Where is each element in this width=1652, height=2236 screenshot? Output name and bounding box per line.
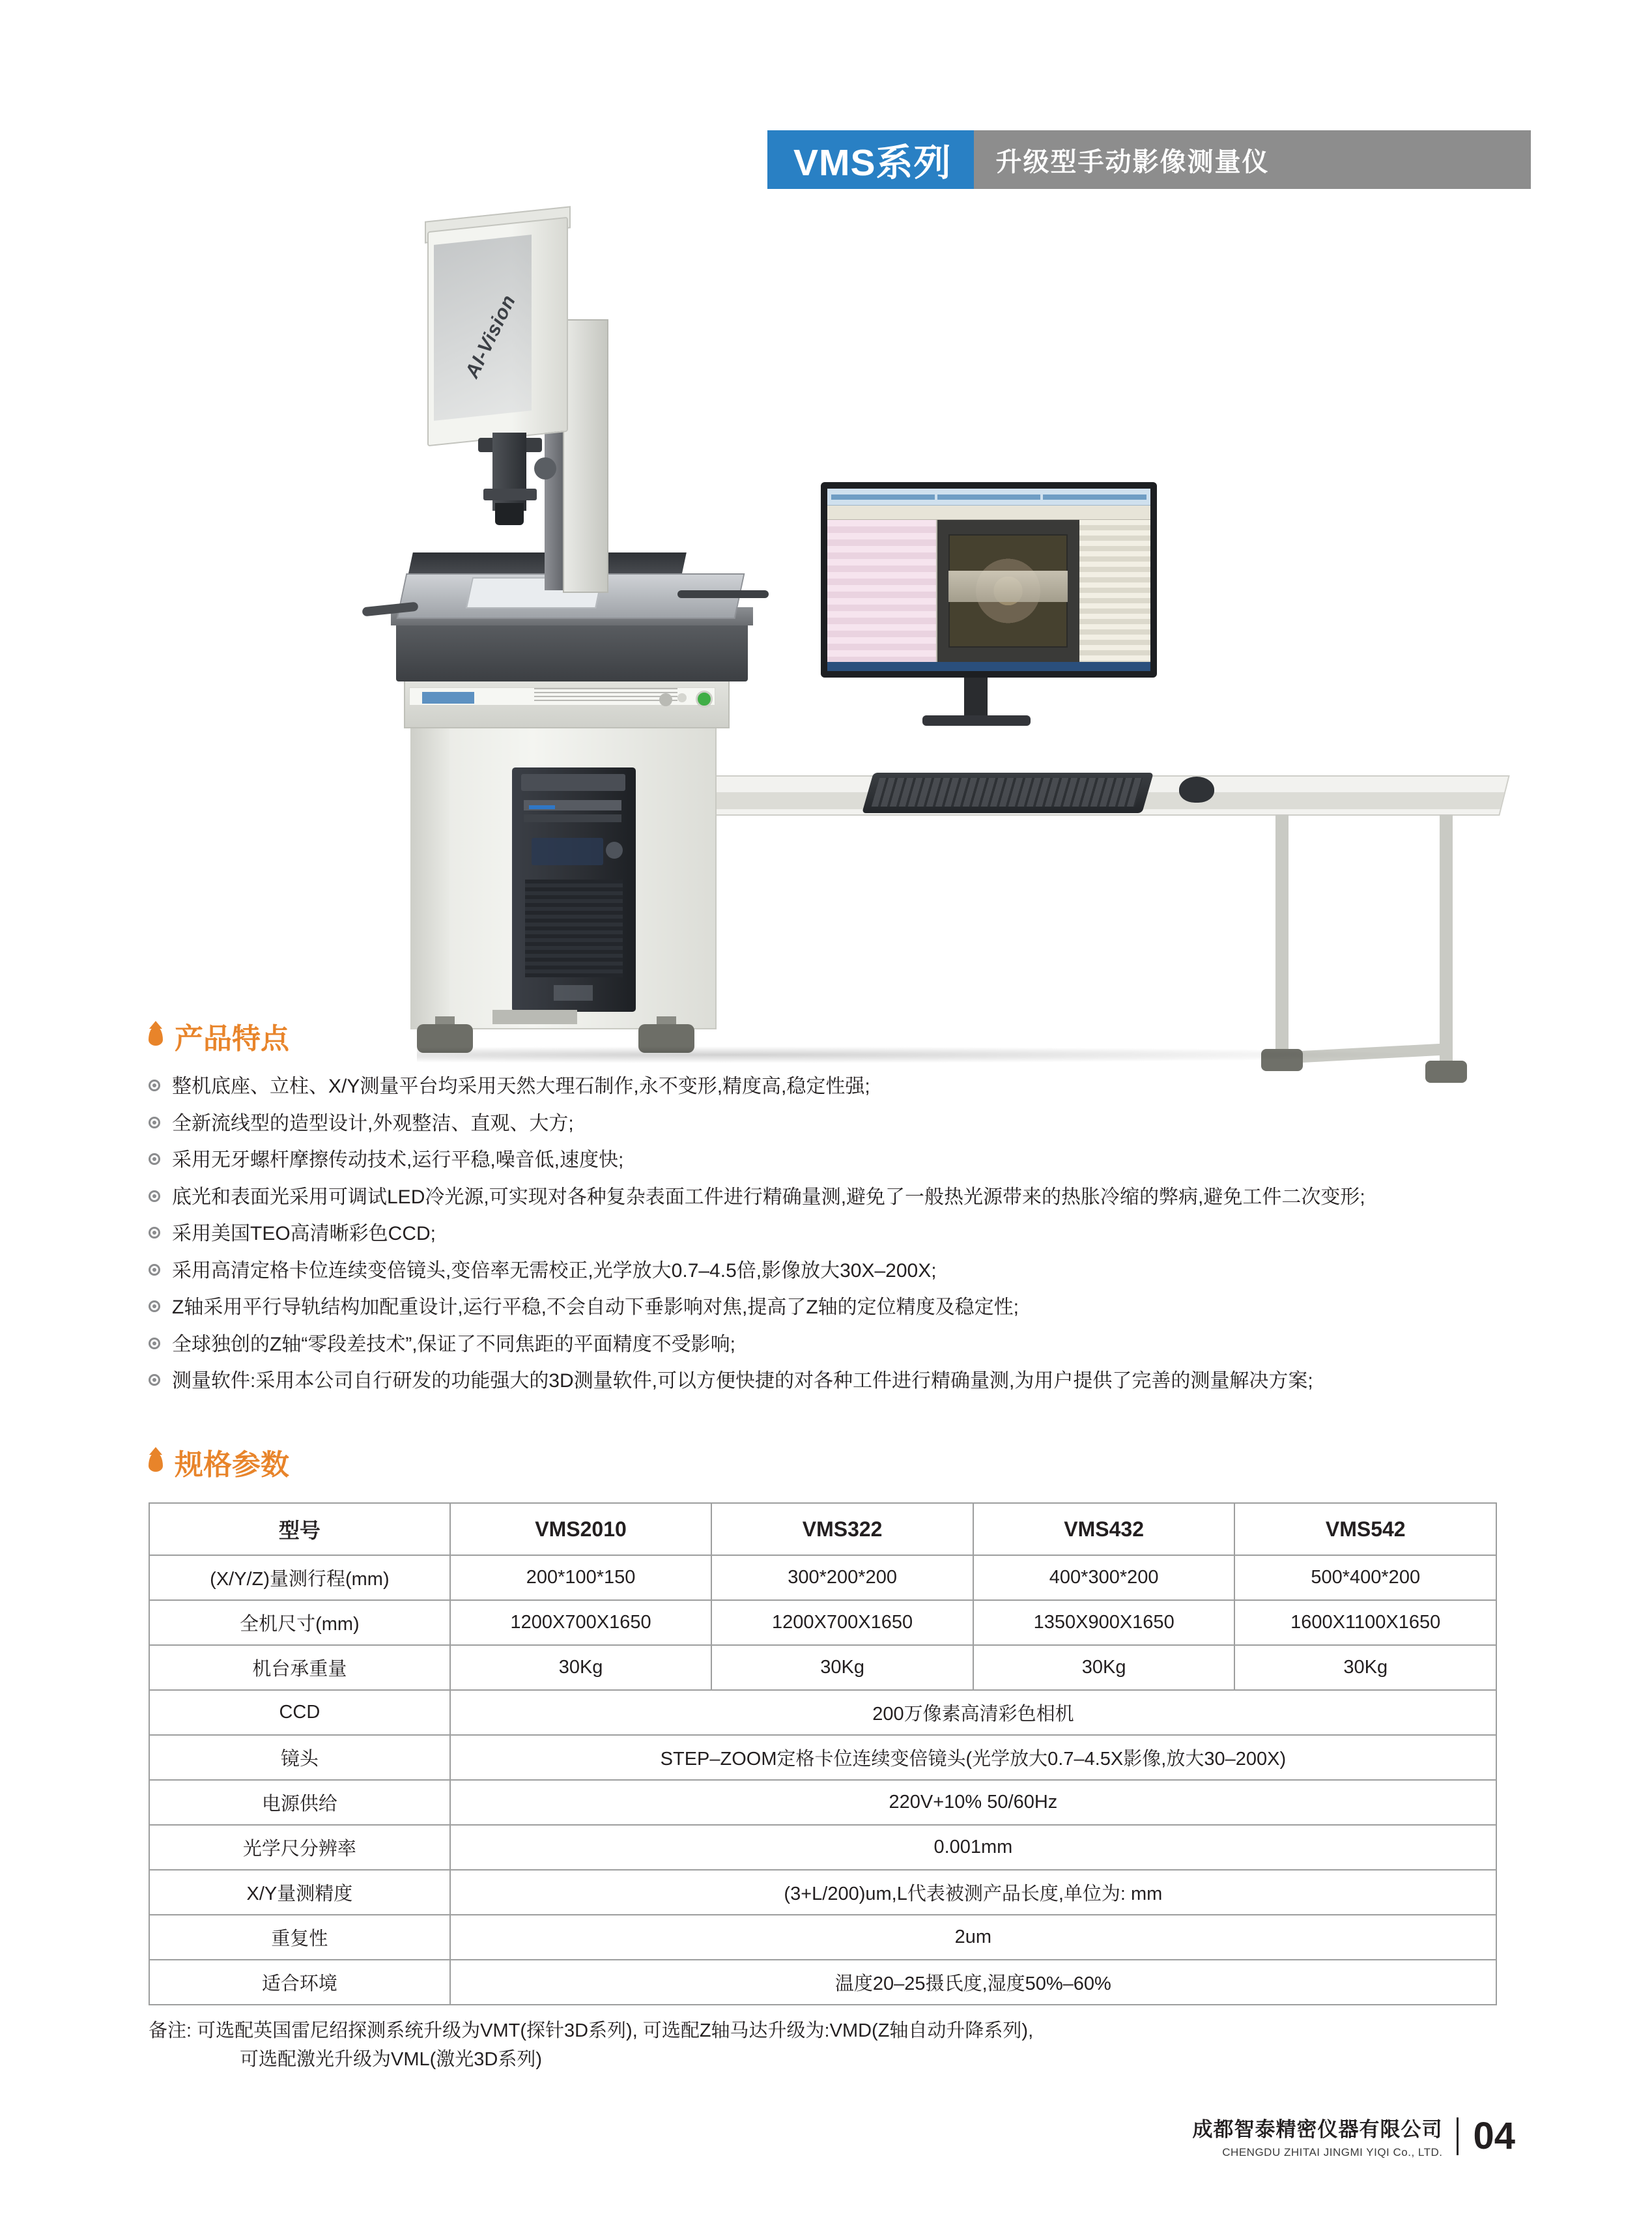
- monitor-screen: [827, 489, 1150, 671]
- tower-brand-logo: [554, 985, 593, 1001]
- cell-value-merged: STEP–ZOOM定格卡位连续变倍镜头(光学放大0.7–4.5X影像,放大30–200X): [450, 1735, 1496, 1780]
- remarks-line-2: 可选配激光升级为VML(激光3D系列): [240, 2048, 543, 2070]
- bullet-icon: [149, 1300, 160, 1312]
- column-header-vms322: VMS322: [711, 1503, 973, 1555]
- monitor-stand: [964, 678, 988, 717]
- cell-value: 1200X700X1650: [711, 1600, 973, 1645]
- features-list: [149, 1074, 1517, 1395]
- row-label: 电源供给: [149, 1780, 450, 1825]
- column-header-vms432: VMS432: [973, 1503, 1235, 1555]
- list-item: [149, 1295, 1517, 1321]
- software-left-panel-rows: [827, 520, 936, 662]
- footer-divider: [1457, 2117, 1459, 2155]
- row-label: 适合环境: [149, 1960, 450, 2005]
- feature-text: Z轴采用平行导轨结构加配重设计,运行平稳,不会自动下垂影响对焦,提高了Z轴的定位精度及稳定性;: [172, 1297, 1019, 1318]
- droplet-icon: [149, 1452, 163, 1472]
- cell-value: 300*200*200: [711, 1555, 973, 1600]
- cell-value-merged: 温度20–25摄氏度,湿度50%–60%: [450, 1960, 1496, 2005]
- bullet-icon: [149, 1153, 160, 1165]
- cell-value: 30Kg: [711, 1645, 973, 1690]
- bullet-icon: [149, 1227, 160, 1239]
- table-header-row: [149, 1503, 1496, 1555]
- machine-logo: [422, 692, 474, 704]
- cell-value: 1600X1100X1650: [1234, 1600, 1496, 1645]
- software-left-panel: [827, 520, 937, 662]
- specifications-section-header: [149, 1441, 1497, 1483]
- remarks-line-1: 备注: 可选配英国雷尼绍探测系统升级为VMT(探针3D系列), 可选配Z轴马达升级为:VMD(Z轴自动升降系列),: [149, 2020, 1034, 2041]
- panel-knob-icon: [659, 693, 672, 706]
- feature-text: 整机底座、立柱、X/Y测量平台均采用天然大理石制作,永不变形,精度高,稳定性强;: [172, 1076, 870, 1097]
- company-name-en: CHENGDU ZHITAI JINGMI YIQI Co., LTD.: [1222, 2146, 1443, 2158]
- row-label: 全机尺寸(mm): [149, 1600, 450, 1645]
- z-axis-column: [563, 319, 608, 593]
- row-label: CCD: [149, 1690, 450, 1735]
- table-row: [149, 1555, 1496, 1600]
- table-row: [149, 1600, 1496, 1645]
- machine-brand-label: AI-Vision: [461, 291, 520, 382]
- column-header-vms542: VMS542: [1234, 1503, 1496, 1555]
- feature-text: 全球独创的Z轴“零段差技术”,保证了不同焦距的平面精度不受影响;: [172, 1333, 735, 1355]
- tower-badge: [532, 838, 603, 865]
- tower-led-icon: [529, 805, 555, 809]
- granite-base: [396, 619, 748, 681]
- footer-company-block: [1192, 2113, 1442, 2159]
- table-row: [149, 1915, 1496, 1960]
- page-footer: [1192, 2113, 1515, 2159]
- cell-value-merged: 0.001mm: [450, 1825, 1496, 1870]
- bullet-icon: [149, 1374, 160, 1386]
- column-header-vms2010: VMS2010: [450, 1503, 712, 1555]
- table-row: [149, 1690, 1496, 1735]
- page-number: 04: [1473, 2115, 1515, 2157]
- cell-value: 30Kg: [973, 1645, 1235, 1690]
- software-menubar: [827, 506, 1150, 520]
- software-statusbar: [827, 662, 1150, 671]
- bullet-icon: [149, 1190, 160, 1202]
- cell-value: 1350X900X1650: [973, 1600, 1235, 1645]
- tower-top-panel: [521, 774, 625, 791]
- cell-value-merged: 2um: [450, 1915, 1496, 1960]
- table-body: [149, 1555, 1496, 2005]
- bullet-icon: [149, 1117, 160, 1128]
- row-label: 光学尺分辨率: [149, 1825, 450, 1870]
- software-workspace: [827, 520, 1150, 662]
- table-row: [149, 1645, 1496, 1690]
- machine-cabinet-shading: [410, 723, 449, 1029]
- software-right-panel: [1079, 520, 1150, 662]
- specifications-section: [149, 1441, 1497, 2074]
- column-header-model-label: 型号: [149, 1503, 450, 1555]
- series-title: VMS系列: [767, 130, 974, 189]
- features-title: 产品特点: [175, 1023, 289, 1055]
- table-row: [149, 1825, 1496, 1870]
- table-head: [149, 1503, 1496, 1555]
- list-item: [149, 1147, 1517, 1174]
- feature-text: 采用高清定格卡位连续变倍镜头,变倍率无需校正,光学放大0.7–4.5倍,影像放大30X–200X;: [172, 1259, 937, 1282]
- list-item: [149, 1332, 1517, 1358]
- panel-indicator-icon: [677, 693, 687, 702]
- lens-objective: [495, 503, 524, 525]
- row-label: X/Y量测精度: [149, 1870, 450, 1915]
- cell-value: 30Kg: [450, 1645, 712, 1690]
- row-label: 镜头: [149, 1735, 450, 1780]
- measurement-overlay: [948, 571, 1068, 602]
- keyboard-keys: [872, 778, 1143, 807]
- machine-panel-text: [534, 688, 677, 704]
- power-button-icon: [696, 691, 713, 708]
- cell-value-merged: 220V+10% 50/60Hz: [450, 1780, 1496, 1825]
- table-row: [149, 1735, 1496, 1780]
- bullet-icon: [149, 1264, 160, 1276]
- product-photo: [339, 208, 1329, 984]
- table-row: [149, 1870, 1496, 1915]
- row-label: 重复性: [149, 1915, 450, 1960]
- software-toolbar: [827, 489, 1150, 506]
- specifications-table: [149, 1502, 1497, 2005]
- zoom-adjust-knob-icon: [534, 457, 556, 480]
- cell-value-merged: (3+L/200)um,L代表被测产品长度,单位为: mm: [450, 1870, 1496, 1915]
- feature-text: 底光和表面光采用可调试LED冷光源,可实现对各种复杂表面工件进行精确量测,避免了一般热光源带来的热胀冷缩的弊病,避免工件二次变形;: [172, 1186, 1365, 1208]
- table-row: [149, 1780, 1496, 1825]
- toolbar-item-icon: [831, 494, 935, 500]
- toolbar-item-icon: [1043, 494, 1146, 500]
- bullet-icon: [149, 1338, 160, 1349]
- series-subtitle: 升级型手动影像测量仪: [974, 130, 1531, 189]
- software-video-view: [937, 520, 1079, 662]
- stage-handle-right: [677, 590, 769, 598]
- software-right-panel-rows: [1079, 520, 1150, 662]
- cell-value: 400*300*200: [973, 1555, 1235, 1600]
- list-item: [149, 1368, 1517, 1395]
- list-item: [149, 1258, 1517, 1285]
- monitor: [821, 482, 1157, 678]
- lens-lower-ring: [483, 489, 537, 500]
- tower-drive-bay-secondary: [524, 814, 621, 822]
- droplet-icon: [149, 1026, 163, 1046]
- cell-value: 200*100*150: [450, 1555, 712, 1600]
- tower-vent-grille: [525, 880, 623, 977]
- cell-value-merged: 200万像素高清彩色相机: [450, 1690, 1496, 1735]
- company-name-cn: 成都智泰精密仪器有限公司: [1192, 2118, 1443, 2141]
- feature-text: 测量软件:采用本公司自行研发的功能强大的3D测量软件,可以方便快捷的对各种工件进行精确量测,为用户提供了完善的测量解决方案;: [172, 1370, 1313, 1392]
- feature-text: 采用美国TEO高清晰彩色CCD;: [172, 1223, 436, 1244]
- cell-value: 30Kg: [1234, 1645, 1496, 1690]
- list-item: [149, 1221, 1517, 1248]
- mouse: [1179, 777, 1214, 803]
- monitor-base: [922, 715, 1031, 726]
- table-row: [149, 1960, 1496, 2005]
- cell-value: 1200X700X1650: [450, 1600, 712, 1645]
- remarks-block: [149, 2017, 1497, 2074]
- page-header-banner: [767, 130, 1531, 189]
- features-section: [149, 1015, 1517, 1405]
- tower-power-button-icon: [606, 842, 623, 859]
- feature-text: 全新流线型的造型设计,外观整洁、直观、大方;: [172, 1112, 574, 1134]
- bullet-icon: [149, 1080, 160, 1091]
- toolbar-item-icon: [937, 494, 1041, 500]
- specifications-table-wrapper: [149, 1502, 1497, 2005]
- features-section-header: [149, 1015, 1517, 1057]
- list-item: [149, 1184, 1517, 1211]
- row-label: (X/Y/Z)量测行程(mm): [149, 1555, 450, 1600]
- specifications-title: 规格参数: [175, 1449, 289, 1481]
- list-item: [149, 1111, 1517, 1138]
- row-label: 机台承重量: [149, 1645, 450, 1690]
- feature-text: 采用无牙螺杆摩擦传动技术,运行平稳,噪音低,速度快;: [172, 1149, 624, 1171]
- cell-value: 500*400*200: [1234, 1555, 1496, 1600]
- list-item: [149, 1074, 1517, 1100]
